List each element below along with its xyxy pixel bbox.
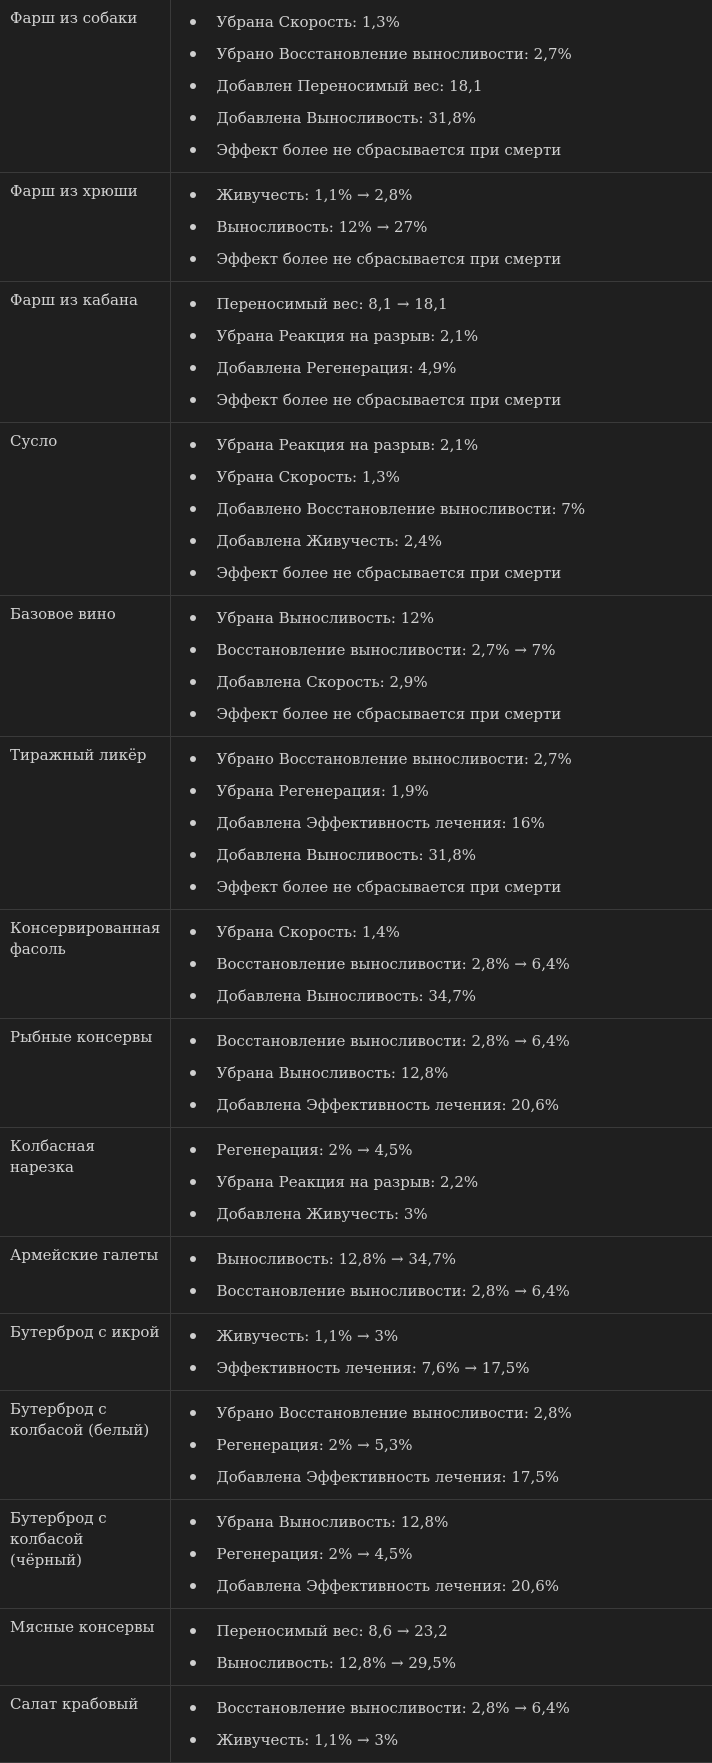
change-item: Переносимый вес: 8,6 → 23,2 <box>171 1615 712 1647</box>
item-name: Бутерброд с икрой <box>0 1314 170 1391</box>
change-item: Добавлена Скорость: 2,9% <box>171 666 712 698</box>
table-row <box>0 1609 712 1686</box>
changes-cell <box>170 1237 712 1314</box>
change-item: Убрана Регенерация: 1,9% <box>171 775 712 807</box>
changes-cell <box>170 0 712 173</box>
changes-list <box>171 1506 712 1602</box>
changes-cell <box>170 1686 712 1763</box>
change-item: Регенерация: 2% → 4,5% <box>171 1134 712 1166</box>
changes-cell <box>170 1314 712 1391</box>
item-name: Бутерброд с колбасой (чёрный) <box>0 1500 170 1609</box>
changes-list <box>171 916 712 1012</box>
table-row <box>0 1686 712 1763</box>
change-item: Добавлена Эффективность лечения: 17,5% <box>171 1461 712 1493</box>
change-item: Добавлена Живучесть: 2,4% <box>171 525 712 557</box>
item-name: Мясные консервы <box>0 1609 170 1686</box>
changes-list <box>171 1134 712 1230</box>
change-item: Восстановление выносливости: 2,8% → 6,4% <box>171 948 712 980</box>
change-item: Убрана Скорость: 1,4% <box>171 916 712 948</box>
change-item: Восстановление выносливости: 2,7% → 7% <box>171 634 712 666</box>
item-name: Сусло <box>0 423 170 596</box>
change-item: Эффект более не сбрасывается при смерти <box>171 384 712 416</box>
table-row <box>0 282 712 423</box>
change-item: Убрана Реакция на разрыв: 2,1% <box>171 320 712 352</box>
table-row <box>0 423 712 596</box>
change-item: Убрана Скорость: 1,3% <box>171 6 712 38</box>
change-item: Регенерация: 2% → 5,3% <box>171 1429 712 1461</box>
changes-cell <box>170 1391 712 1500</box>
change-item: Живучесть: 1,1% → 2,8% <box>171 179 712 211</box>
change-item: Добавлена Регенерация: 4,9% <box>171 352 712 384</box>
changes-cell <box>170 282 712 423</box>
changes-cell <box>170 173 712 282</box>
change-item: Убрана Скорость: 1,3% <box>171 461 712 493</box>
changes-cell <box>170 1128 712 1237</box>
changes-list <box>171 1397 712 1493</box>
changes-cell <box>170 596 712 737</box>
changes-cell <box>170 1609 712 1686</box>
table-row <box>0 1237 712 1314</box>
table-row <box>0 1019 712 1128</box>
table-row <box>0 1391 712 1500</box>
changes-list <box>171 429 712 589</box>
item-name: Консервированная фасоль <box>0 910 170 1019</box>
change-item: Эффект более не сбрасывается при смерти <box>171 557 712 589</box>
item-name: Рыбные консервы <box>0 1019 170 1128</box>
change-item: Выносливость: 12% → 27% <box>171 211 712 243</box>
changes-list <box>171 179 712 275</box>
change-item: Убрана Реакция на разрыв: 2,2% <box>171 1166 712 1198</box>
change-item: Добавлена Эффективность лечения: 20,6% <box>171 1089 712 1121</box>
change-item: Убрано Восстановление выносливости: 2,7% <box>171 38 712 70</box>
item-name: Базовое вино <box>0 596 170 737</box>
table-row <box>0 173 712 282</box>
change-item: Эффект более не сбрасывается при смерти <box>171 698 712 730</box>
changes-list <box>171 1692 712 1756</box>
item-name: Фарш из хрюши <box>0 173 170 282</box>
change-item: Убрана Реакция на разрыв: 2,1% <box>171 429 712 461</box>
table-row <box>0 1314 712 1391</box>
change-item: Эффективность лечения: 7,6% → 17,5% <box>171 1352 712 1384</box>
change-item: Живучесть: 1,1% → 3% <box>171 1320 712 1352</box>
changes-cell <box>170 1019 712 1128</box>
changes-list <box>171 743 712 903</box>
table-row <box>0 737 712 910</box>
change-item: Выносливость: 12,8% → 29,5% <box>171 1647 712 1679</box>
change-item: Выносливость: 12,8% → 34,7% <box>171 1243 712 1275</box>
item-name: Тиражный ликёр <box>0 737 170 910</box>
changes-cell <box>170 737 712 910</box>
change-item: Убрана Выносливость: 12,8% <box>171 1506 712 1538</box>
table-row <box>0 0 712 173</box>
change-item: Добавлена Выносливость: 31,8% <box>171 839 712 871</box>
change-item: Убрано Восстановление выносливости: 2,8% <box>171 1397 712 1429</box>
change-item: Эффект более не сбрасывается при смерти <box>171 871 712 903</box>
change-item: Переносимый вес: 8,1 → 18,1 <box>171 288 712 320</box>
changes-list <box>171 1320 712 1384</box>
changes-cell <box>170 910 712 1019</box>
item-name: Фарш из кабана <box>0 282 170 423</box>
changes-cell <box>170 1500 712 1609</box>
change-item: Добавлена Эффективность лечения: 16% <box>171 807 712 839</box>
changes-list <box>171 602 712 730</box>
table-row <box>0 1500 712 1609</box>
change-item: Эффект более не сбрасывается при смерти <box>171 243 712 275</box>
change-item: Добавлена Живучесть: 3% <box>171 1198 712 1230</box>
item-name: Салат крабовый <box>0 1686 170 1763</box>
change-item: Регенерация: 2% → 4,5% <box>171 1538 712 1570</box>
change-item: Добавлен Переносимый вес: 18,1 <box>171 70 712 102</box>
change-item: Добавлена Выносливость: 34,7% <box>171 980 712 1012</box>
change-item: Эффект более не сбрасывается при смерти <box>171 134 712 166</box>
table-row <box>0 910 712 1019</box>
change-item: Добавлено Восстановление выносливости: 7% <box>171 493 712 525</box>
table-row <box>0 1128 712 1237</box>
changes-list <box>171 288 712 416</box>
changes-list <box>171 6 712 166</box>
changes-list <box>171 1243 712 1307</box>
change-item: Убрана Выносливость: 12,8% <box>171 1057 712 1089</box>
change-item: Убрано Восстановление выносливости: 2,7% <box>171 743 712 775</box>
item-name: Колбасная нарезка <box>0 1128 170 1237</box>
change-item: Восстановление выносливости: 2,8% → 6,4% <box>171 1275 712 1307</box>
change-item: Живучесть: 1,1% → 3% <box>171 1724 712 1756</box>
change-item: Добавлена Эффективность лечения: 20,6% <box>171 1570 712 1602</box>
change-item: Восстановление выносливости: 2,8% → 6,4% <box>171 1025 712 1057</box>
item-name: Бутерброд с колбасой (белый) <box>0 1391 170 1500</box>
changes-list <box>171 1615 712 1679</box>
change-item: Убрана Выносливость: 12% <box>171 602 712 634</box>
item-name: Армейские галеты <box>0 1237 170 1314</box>
changes-cell <box>170 423 712 596</box>
item-name: Фарш из собаки <box>0 0 170 173</box>
table-row <box>0 596 712 737</box>
change-item: Добавлена Выносливость: 31,8% <box>171 102 712 134</box>
changes-list <box>171 1025 712 1121</box>
change-item: Восстановление выносливости: 2,8% → 6,4% <box>171 1692 712 1724</box>
